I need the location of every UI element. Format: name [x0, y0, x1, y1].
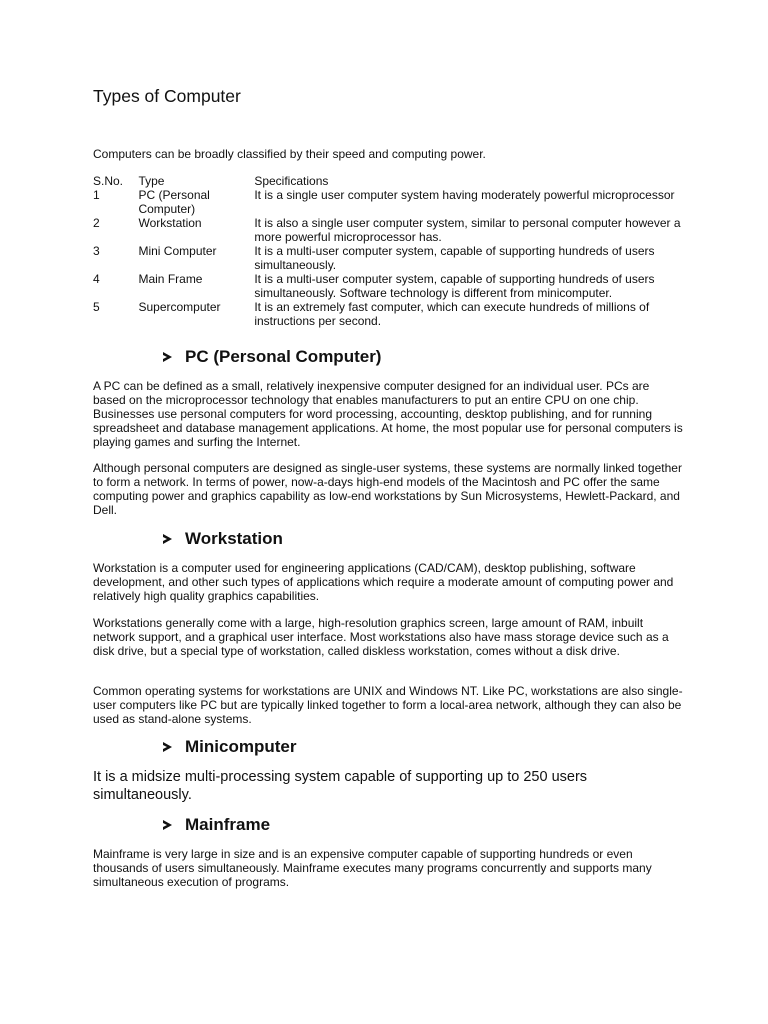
pc-paragraph-2: Although personal computers are designed as single-user systems, these systems are normally linked together to form a network. In terms of power, now-a-days high-end models of the Macintosh and PC offer the same computing power and graphics capability as low-end workstations by Sun Microsystems, Hewlett-Packard, and Dell. — [93, 461, 682, 517]
workstation-paragraph-1: Workstation is a computer used for engineering applications (CAD/CAM), desktop publishing, software development, and other such types of applications which require a moderate amount of computing power and relatively high quality graphics capabilities. — [93, 561, 674, 603]
row-type: Supercomputer — [138, 300, 221, 314]
section-heading-workstation — [163, 529, 283, 549]
row-number: 3 — [93, 244, 100, 258]
arrow-bullet-icon — [163, 534, 172, 544]
row-type: Main Frame — [138, 272, 203, 286]
table-row — [93, 300, 703, 328]
section-heading-text: Workstation — [185, 529, 283, 548]
minicomputer-paragraph: It is a midsize multi-processing system capable of supporting up to 250 users simultaneously. — [93, 769, 588, 803]
workstation-paragraph-2: Workstations generally come with a large, high-resolution graphics screen, large amount of RAM, inbuilt network support, and a graphical user interface. Most workstations also have mass storage device such as a disk drive, but a special type of workstation, called diskless workstation, comes without a disk drive. — [93, 616, 669, 658]
table-row — [93, 244, 703, 272]
mainframe-paragraph: Mainframe is very large in size and is an expensive computer capable of supporting hundreds or even thousands of users simultaneously. Mainframe executes many programs concurrently and supports many simultaneous execution of programs. — [93, 847, 652, 889]
section-heading-text: Minicomputer — [185, 737, 297, 756]
row-spec: It is a multi-user computer system, capable of supporting hundreds of users simultaneously. Software technology is different from minicomputer. — [254, 272, 655, 300]
pc-paragraph-1: A PC can be defined as a small, relatively inexpensive computer designed for an individual user. PCs are based on the microprocessor technology that enables manufacturers to put an entire CPU on one chip. Businesses use personal computers for word processing, accounting, desktop publishing, and for running spreadsheet and database management applications. At home, the most popular use for personal computers is playing games and surfing the Internet. — [93, 379, 683, 449]
row-spec: It is an extremely fast computer, which can execute hundreds of millions of instructions per second. — [254, 300, 650, 328]
row-spec: It is also a single user computer system, similar to personal computer however a more powerful microprocessor has. — [254, 216, 681, 244]
row-spec: It is a multi-user computer system, capable of supporting hundreds of users simultaneously. — [254, 244, 655, 272]
header-type: Type — [138, 174, 165, 188]
intro-text: Computers can be broadly classified by their speed and computing power. — [93, 147, 486, 161]
row-number: 4 — [93, 272, 100, 286]
section-heading-minicomputer — [163, 737, 296, 757]
section-heading-text: PC (Personal Computer) — [185, 347, 382, 366]
table-row — [93, 216, 703, 244]
row-number: 1 — [93, 188, 100, 202]
arrow-bullet-icon — [163, 352, 172, 362]
header-specifications: Specifications — [254, 174, 329, 188]
table-header-row — [93, 174, 703, 188]
section-heading-mainframe — [163, 815, 270, 835]
row-type: PC (Personal Computer) — [138, 188, 210, 216]
row-spec: It is a single user computer system having moderately powerful microprocessor — [254, 188, 675, 202]
page-title: Types of Computer — [93, 86, 241, 106]
arrow-bullet-icon — [163, 742, 172, 752]
section-heading-text: Mainframe — [185, 815, 271, 834]
table-row — [93, 188, 703, 216]
row-type: Mini Computer — [138, 244, 217, 258]
header-sno: S.No. — [93, 174, 124, 188]
table-row — [93, 272, 703, 300]
arrow-bullet-icon — [163, 820, 172, 830]
row-number: 2 — [93, 216, 100, 230]
row-number: 5 — [93, 300, 100, 314]
workstation-paragraph-3: Common operating systems for workstations are UNIX and Windows NT. Like PC, workstations are also single-user computers like PC but are typically linked together to form a local-area network, although they can also be used as stand-alone systems. — [93, 684, 683, 726]
computer-types-table — [93, 174, 703, 328]
row-type: Workstation — [138, 216, 202, 230]
section-heading-pc — [163, 347, 381, 367]
